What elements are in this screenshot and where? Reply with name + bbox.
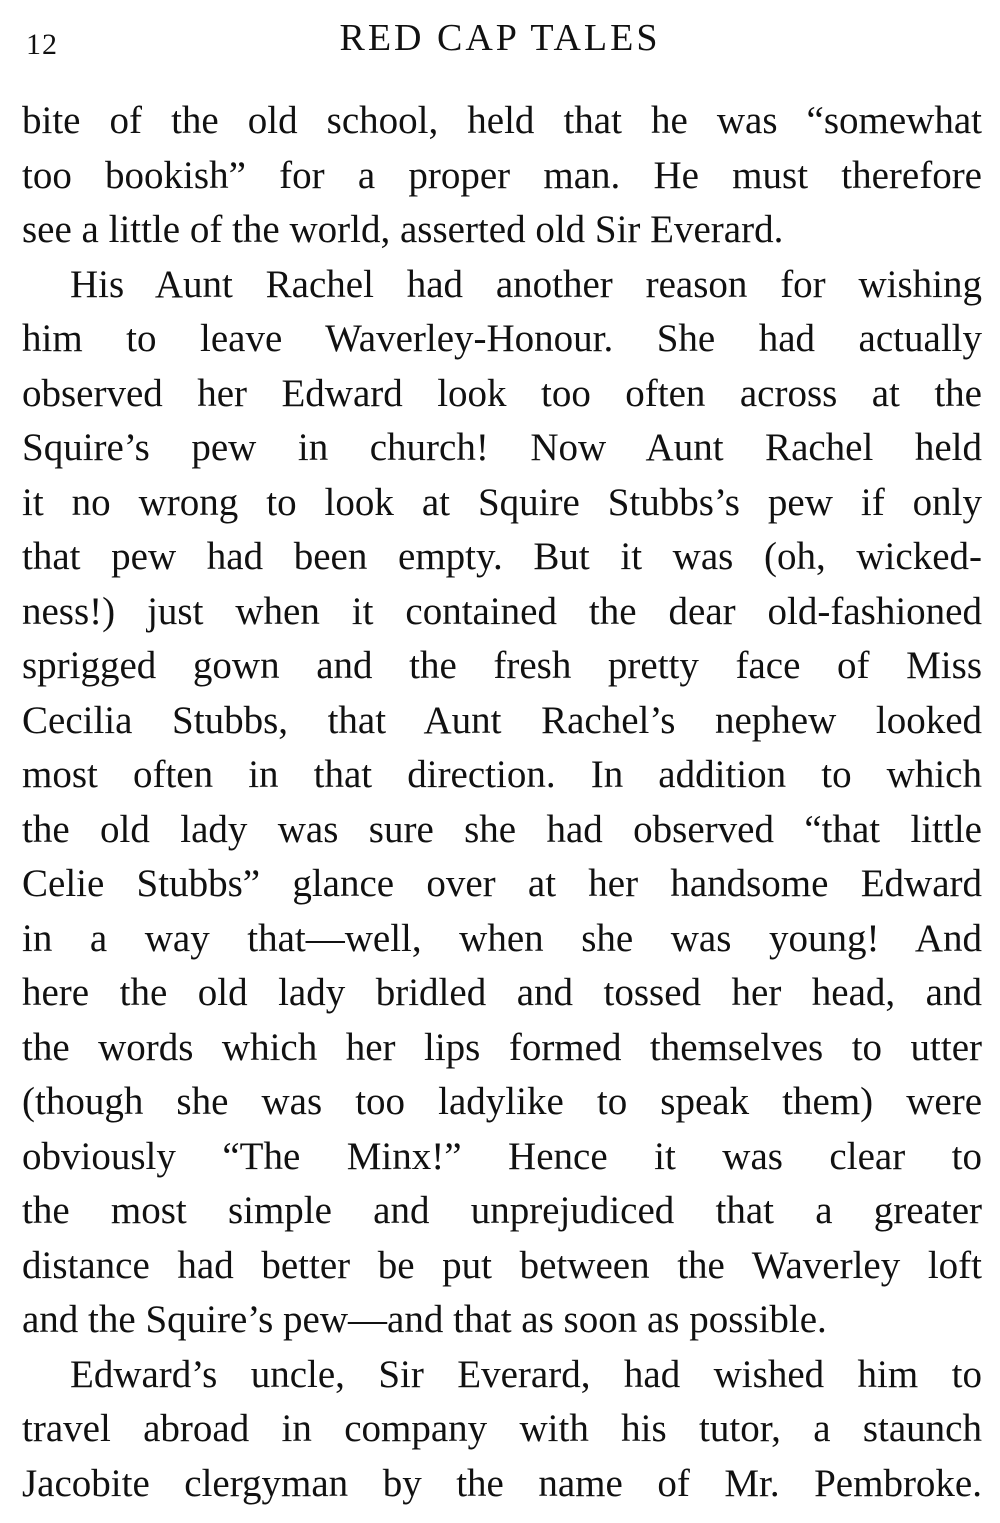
page-number: 12 bbox=[26, 28, 58, 61]
text-line: the most simple and unprejudiced that a greater bbox=[22, 1189, 982, 1232]
text-line: and the Squire’s pew—and that as soon as possible. bbox=[22, 1298, 827, 1341]
page-header bbox=[0, 14, 1000, 74]
text-line: bite of the old school, held that he was “somewhat bbox=[22, 99, 982, 142]
text-line: in a way that—well, when she was young! And bbox=[22, 916, 982, 960]
text-line: (though she was too ladylike to speak them) were bbox=[22, 1080, 982, 1123]
text-line: obviously “The Minx!” Hence it was clear to bbox=[22, 1134, 982, 1178]
text-line: the old lady was sure she had observed “that little bbox=[22, 807, 982, 851]
text-line: travel abroad in company with his tutor, a staunch bbox=[22, 1407, 982, 1450]
text-line: that pew had been empty. But it was (oh, wicked- bbox=[22, 535, 982, 578]
text-line: too bookish” for a proper man. He must therefore bbox=[22, 153, 982, 197]
text-line: His Aunt Rachel had another reason for wishing bbox=[70, 262, 982, 306]
text-line: see a little of the world, asserted old Sir Everard. bbox=[22, 208, 784, 251]
text-line: him to leave Waverley-Honour. She had actually bbox=[22, 317, 982, 360]
running-head: RED CAP TALES bbox=[339, 17, 661, 59]
text-line: Jacobite clergyman by the name of Mr. Pembroke. bbox=[22, 1461, 982, 1505]
text-line: ness!) just when it contained the dear old-fashioned bbox=[22, 589, 982, 633]
text-line: it no wrong to look at Squire Stubbs’s pew if only bbox=[22, 480, 982, 524]
text-line: distance had better be put between the Waverley loft bbox=[22, 1243, 982, 1287]
text-line: here the old lady bridled and tossed her head, and bbox=[22, 971, 982, 1014]
text-line: Squire’s pew in church! Now Aunt Rachel held bbox=[22, 426, 982, 469]
text-line: most often in that direction. In addition to which bbox=[22, 753, 982, 796]
text-line: the words which her lips formed themselves to utter bbox=[22, 1025, 982, 1069]
text-line: observed her Edward look too often across at the bbox=[22, 371, 982, 415]
text-line: sprigged gown and the fresh pretty face of Miss bbox=[22, 644, 982, 687]
body-text bbox=[22, 94, 982, 1511]
text-line: Edward’s uncle, Sir Everard, had wished him to bbox=[70, 1352, 982, 1396]
text-line: Celie Stubbs” glance over at her handsome Edward bbox=[22, 862, 982, 905]
text-line: Cecilia Stubbs, that Aunt Rachel’s nephew looked bbox=[22, 698, 982, 742]
